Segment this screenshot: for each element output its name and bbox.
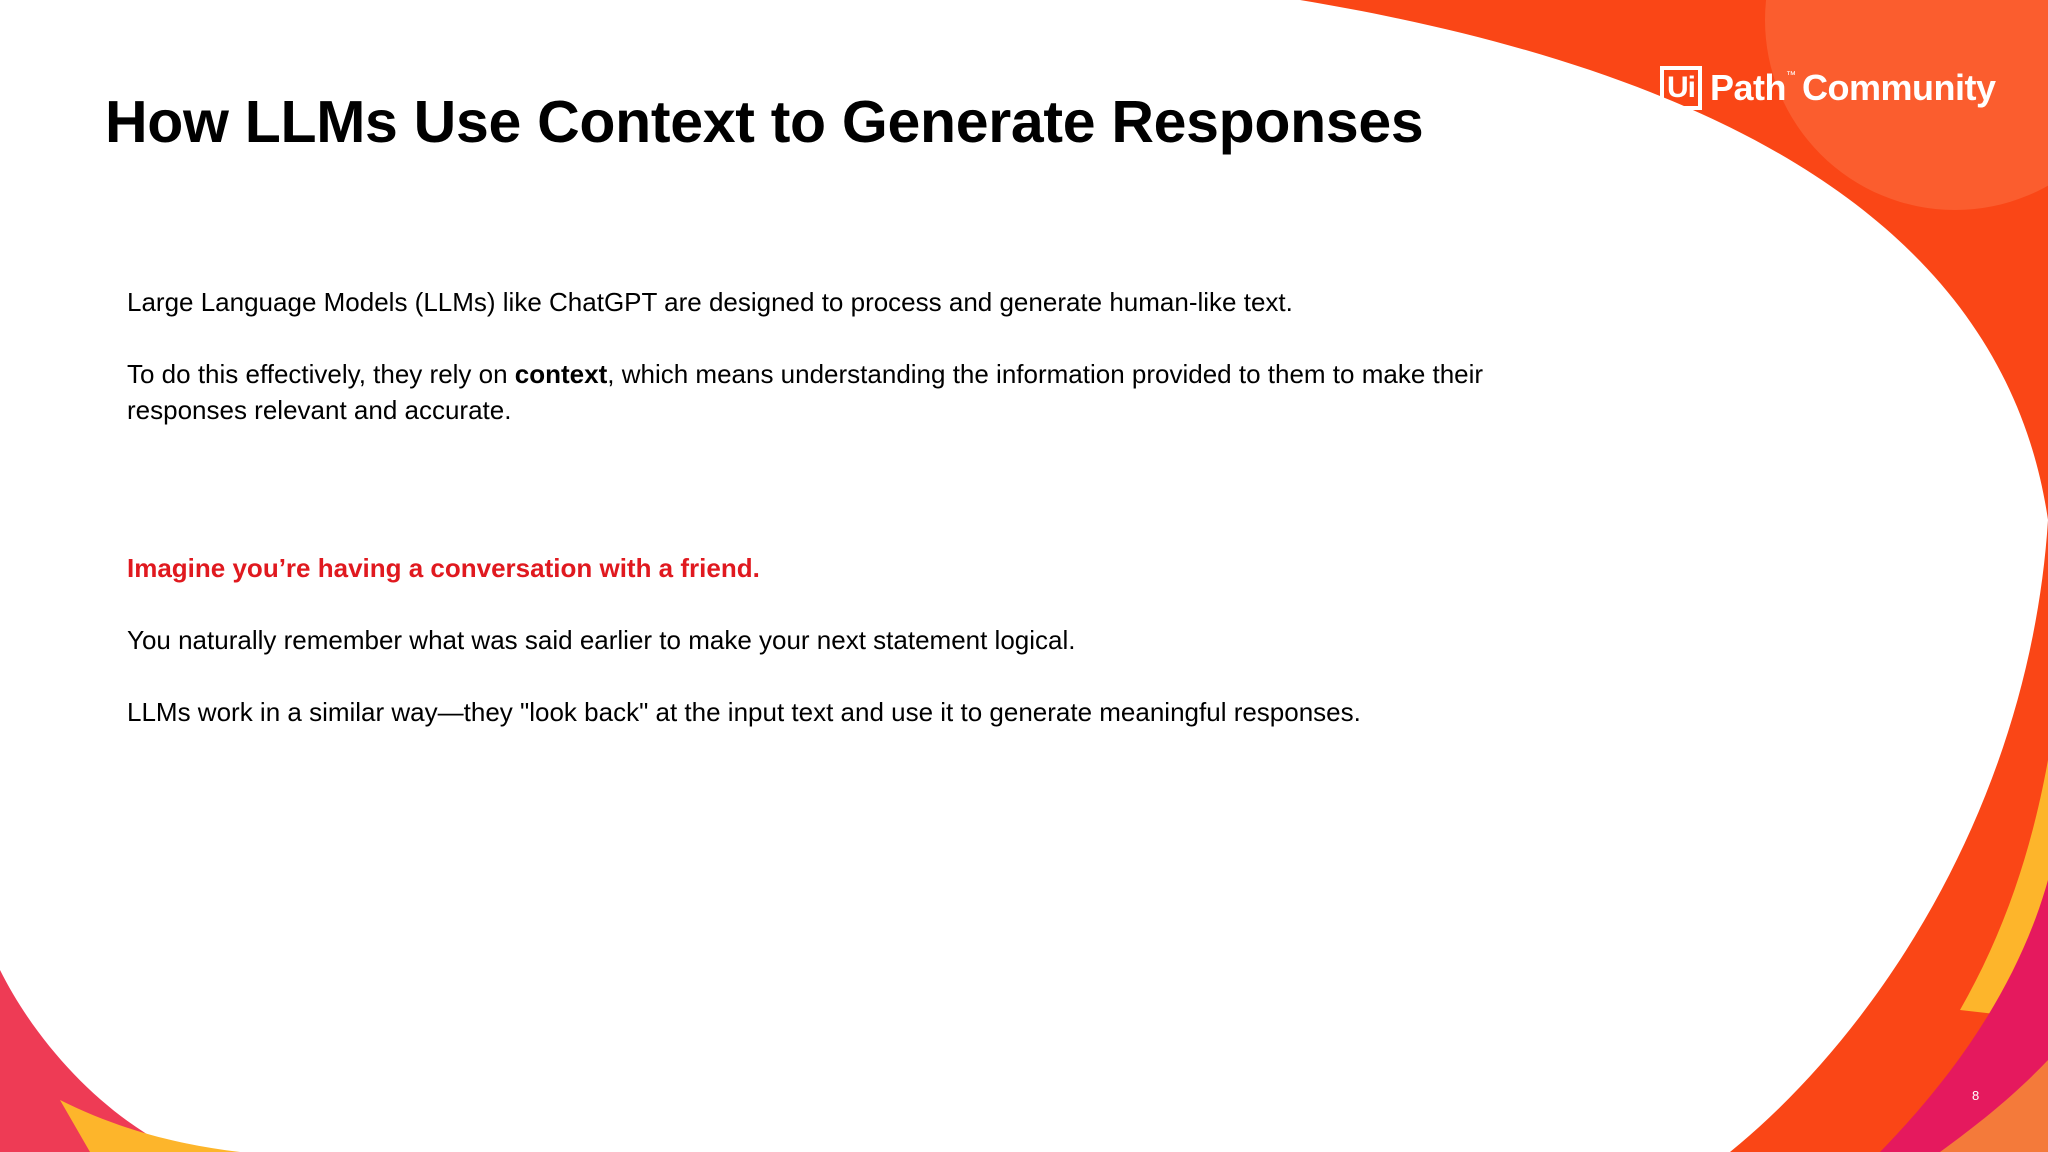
paragraph-context — [127, 356, 1607, 428]
logo-community-text: Community — [1802, 67, 1996, 108]
paragraph-remember: You naturally remember what was said earlier to make your next statement logical. — [127, 625, 1076, 655]
logo-path-text: Path — [1710, 67, 1787, 108]
paragraph-imagine-highlight: Imagine you’re having a conversation with a friend. — [127, 553, 760, 583]
context-keyword: context — [514, 359, 608, 389]
logo-ui-box: Ui — [1660, 66, 1702, 110]
paragraph-look-back: LLMs work in a similar way—they "look back" at the input text and use it to generate meaningful responses. — [127, 697, 1361, 727]
page-number: 8 — [1972, 1088, 1980, 1103]
paragraph-context-start: To do this effectively, they rely on — [127, 359, 515, 389]
slide-title: How LLMs Use Context to Generate Responses — [105, 89, 1424, 155]
paragraph-llm-intro: Large Language Models (LLMs) like ChatGPT are designed to process and generate human-like text. — [127, 287, 1293, 317]
uipath-community-logo — [1660, 62, 1996, 114]
paragraph-context-end: , which means understanding the information provided to them to make their responses relevant and accurate. — [127, 359, 1484, 425]
logo-trademark: ™ — [1786, 70, 1797, 81]
